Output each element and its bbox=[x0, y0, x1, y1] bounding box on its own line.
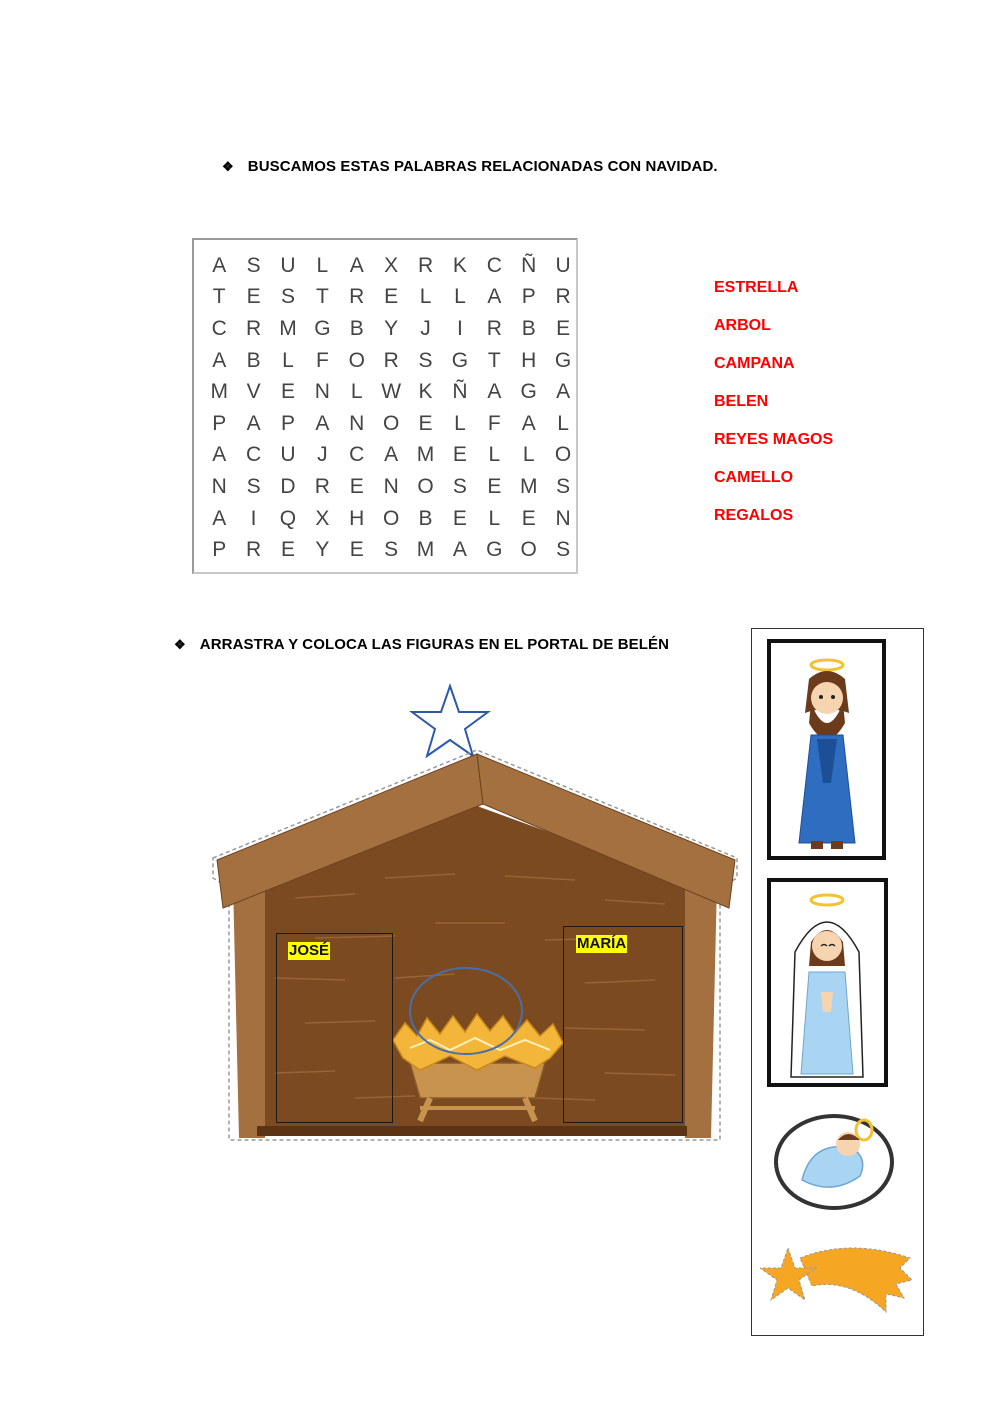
word-search-cell[interactable]: N bbox=[555, 506, 571, 530]
word-search-cell[interactable]: G bbox=[554, 348, 572, 372]
word-search-cell[interactable]: C bbox=[349, 443, 365, 467]
word-search-cell[interactable]: U bbox=[555, 253, 571, 277]
word-search-cell[interactable]: O bbox=[348, 348, 365, 372]
word-search-cell[interactable]: R bbox=[555, 285, 571, 309]
outline-star-icon bbox=[412, 686, 488, 756]
word-search-cell[interactable]: P bbox=[521, 285, 536, 309]
word-search-cell[interactable]: G bbox=[486, 538, 503, 562]
word-search-cell[interactable]: B bbox=[418, 506, 433, 530]
word-search-cell[interactable]: A bbox=[212, 253, 227, 277]
word-search-cell[interactable]: E bbox=[349, 474, 364, 498]
word-search-cell[interactable]: O bbox=[520, 538, 537, 562]
word-search-cell[interactable]: E bbox=[246, 285, 261, 309]
word-search-cell[interactable]: U bbox=[280, 253, 296, 277]
word-list-item: CAMPANA bbox=[714, 355, 795, 372]
word-search-cell[interactable]: A bbox=[521, 411, 536, 435]
word-search-cell[interactable]: T bbox=[212, 285, 226, 309]
word-search-cell[interactable]: O bbox=[554, 443, 572, 467]
word-search-cell[interactable]: E bbox=[280, 538, 295, 562]
word-search-cell[interactable]: R bbox=[246, 316, 262, 340]
jose-figure-icon[interactable] bbox=[767, 639, 886, 860]
word-search-cell[interactable]: A bbox=[487, 380, 502, 404]
word-search-cell[interactable]: L bbox=[488, 443, 501, 467]
word-search-cell[interactable]: E bbox=[384, 285, 399, 309]
word-search-cell[interactable]: Q bbox=[279, 506, 297, 530]
word-search-cell[interactable]: A bbox=[349, 253, 364, 277]
word-search-cell[interactable]: W bbox=[381, 380, 402, 404]
word-search-cell[interactable]: A bbox=[452, 538, 467, 562]
word-search-cell[interactable]: M bbox=[416, 538, 435, 562]
word-search-cell[interactable]: J bbox=[317, 443, 328, 467]
word-search-grid bbox=[192, 238, 578, 574]
maria-figure-icon[interactable] bbox=[767, 878, 888, 1087]
word-search-cell[interactable]: G bbox=[520, 380, 537, 404]
word-search-cell[interactable]: A bbox=[487, 285, 502, 309]
word-list bbox=[714, 276, 833, 542]
word-search-cell[interactable]: X bbox=[315, 506, 330, 530]
word-search-cell[interactable]: S bbox=[452, 474, 467, 498]
word-search-cell[interactable]: B bbox=[521, 316, 536, 340]
word-search-cell[interactable]: R bbox=[383, 348, 399, 372]
word-search-cell[interactable]: R bbox=[486, 316, 502, 340]
word-search-cell[interactable]: V bbox=[246, 380, 261, 404]
word-search-cell[interactable]: B bbox=[246, 348, 261, 372]
word-search-cell[interactable]: L bbox=[557, 411, 569, 435]
word-search-cell[interactable]: R bbox=[246, 538, 262, 562]
word-search-cell[interactable]: N bbox=[211, 474, 227, 498]
word-search-cell[interactable]: O bbox=[382, 411, 400, 435]
word-search-cell[interactable]: R bbox=[314, 474, 330, 498]
word-search-cell[interactable]: S bbox=[418, 348, 433, 372]
word-search-cell[interactable]: A bbox=[212, 348, 227, 372]
word-list-item: ARBOL bbox=[714, 317, 771, 334]
word-list-item: CAMELLO bbox=[714, 469, 794, 486]
word-search-cell[interactable]: H bbox=[349, 506, 365, 530]
word-search-cell[interactable]: S bbox=[280, 285, 295, 309]
word-search-cell[interactable]: Ñ bbox=[452, 380, 468, 404]
word-search-cell[interactable]: R bbox=[349, 285, 365, 309]
instruction-drag-figures bbox=[174, 636, 669, 653]
diamond-bullet-icon: ❖ bbox=[222, 159, 234, 174]
word-search-cell[interactable]: C bbox=[486, 253, 502, 277]
word-search-cell[interactable]: X bbox=[384, 253, 399, 277]
word-search-cell[interactable]: A bbox=[315, 411, 330, 435]
word-search-cell[interactable]: U bbox=[280, 443, 296, 467]
word-search-cell[interactable]: A bbox=[212, 443, 227, 467]
word-search-cell[interactable]: N bbox=[314, 380, 330, 404]
word-search-cell[interactable]: P bbox=[212, 538, 227, 562]
word-search-cell[interactable]: J bbox=[420, 316, 431, 340]
word-search-cell[interactable]: L bbox=[454, 411, 466, 435]
word-search-cell[interactable]: M bbox=[210, 380, 228, 404]
word-search-cell[interactable]: E bbox=[280, 380, 295, 404]
word-search-cell[interactable]: E bbox=[521, 506, 536, 530]
word-search-cell[interactable]: C bbox=[211, 316, 227, 340]
shooting-star-icon[interactable] bbox=[760, 1228, 918, 1320]
word-search-cell[interactable]: P bbox=[212, 411, 227, 435]
word-list-item: REGALOS bbox=[714, 507, 794, 524]
word-search-cell[interactable]: N bbox=[349, 411, 365, 435]
word-search-cell[interactable]: E bbox=[418, 411, 433, 435]
word-list-item: ESTRELLA bbox=[714, 279, 799, 296]
word-search-cell[interactable]: R bbox=[417, 253, 434, 277]
word-search-cell[interactable]: S bbox=[246, 253, 261, 277]
word-search-cell[interactable]: H bbox=[521, 348, 537, 372]
word-search-cell[interactable]: L bbox=[316, 253, 329, 277]
word-search-cell[interactable]: K bbox=[418, 380, 433, 404]
word-search-cells bbox=[202, 250, 580, 566]
word-search-cell[interactable]: O bbox=[417, 474, 434, 498]
jose-label: JOSÉ bbox=[289, 942, 330, 959]
word-search-cell[interactable]: A bbox=[556, 380, 571, 404]
word-search-cell[interactable]: P bbox=[280, 411, 295, 435]
maria-label: MARÍA bbox=[577, 935, 627, 952]
word-search-cell[interactable]: M bbox=[416, 443, 435, 467]
word-list-item: REYES MAGOS bbox=[714, 431, 834, 448]
word-search-cell[interactable]: L bbox=[488, 506, 501, 530]
word-search-cell[interactable]: A bbox=[212, 506, 227, 530]
word-search-cell[interactable]: M bbox=[519, 474, 538, 498]
word-search-cell[interactable]: S bbox=[384, 538, 399, 562]
word-search-cell[interactable]: O bbox=[382, 506, 400, 530]
word-search-cell[interactable]: T bbox=[487, 348, 501, 372]
word-search-cell[interactable]: L bbox=[419, 285, 432, 309]
word-search-cell[interactable]: I bbox=[457, 316, 463, 340]
word-search-cell[interactable]: S bbox=[556, 538, 571, 562]
instruction-drag-figures-text: ARRASTRA Y COLOCA LAS FIGURAS EN EL PORTAL DE BELÉN bbox=[199, 636, 670, 653]
word-search-cell[interactable]: G bbox=[451, 348, 469, 372]
word-search-cell[interactable]: Y bbox=[384, 316, 399, 340]
word-search-cell[interactable]: S bbox=[246, 474, 261, 498]
word-search-cell[interactable]: S bbox=[556, 474, 571, 498]
word-search-cell[interactable]: E bbox=[349, 538, 364, 562]
word-search-cell[interactable]: Y bbox=[315, 538, 330, 562]
word-search-cell[interactable]: G bbox=[314, 316, 331, 340]
word-search-cell[interactable]: M bbox=[279, 316, 297, 340]
word-search-cell[interactable]: E bbox=[452, 443, 467, 467]
baby-jesus-icon[interactable] bbox=[772, 1110, 896, 1214]
word-search-cell[interactable]: L bbox=[282, 348, 294, 372]
word-search-cell[interactable]: B bbox=[349, 316, 364, 340]
drop-zone-jose[interactable] bbox=[276, 933, 393, 1123]
word-search-cell[interactable]: C bbox=[246, 443, 262, 467]
drop-zone-baby[interactable] bbox=[409, 967, 523, 1055]
word-search-cell[interactable]: L bbox=[350, 380, 363, 404]
word-list-item: BELEN bbox=[714, 393, 769, 410]
word-search-cell[interactable]: F bbox=[315, 348, 329, 372]
word-search-cell[interactable]: N bbox=[383, 474, 399, 498]
word-search-cell[interactable]: A bbox=[246, 411, 261, 435]
word-search-cell[interactable]: E bbox=[487, 474, 502, 498]
diamond-bullet-icon: ❖ bbox=[174, 637, 186, 652]
drop-zone-maria[interactable] bbox=[563, 926, 683, 1123]
word-search-cell[interactable]: K bbox=[452, 253, 467, 277]
instruction-find-words-text: BUSCAMOS ESTAS PALABRAS RELACIONADAS CON NAVIDAD. bbox=[247, 158, 718, 175]
word-search-cell[interactable]: Ñ bbox=[521, 253, 537, 277]
word-search-cell[interactable]: L bbox=[454, 285, 466, 309]
word-search-cell[interactable]: F bbox=[487, 411, 501, 435]
word-search-cell[interactable]: D bbox=[280, 474, 296, 498]
word-search-cell[interactable]: E bbox=[556, 316, 571, 340]
word-search-cell[interactable]: L bbox=[522, 443, 535, 467]
word-search-cell[interactable]: I bbox=[250, 506, 257, 530]
word-search-cell[interactable]: T bbox=[315, 285, 329, 309]
word-search-cell[interactable]: A bbox=[384, 443, 399, 467]
instruction-find-words bbox=[222, 158, 718, 175]
word-search-cell[interactable]: E bbox=[452, 506, 467, 530]
